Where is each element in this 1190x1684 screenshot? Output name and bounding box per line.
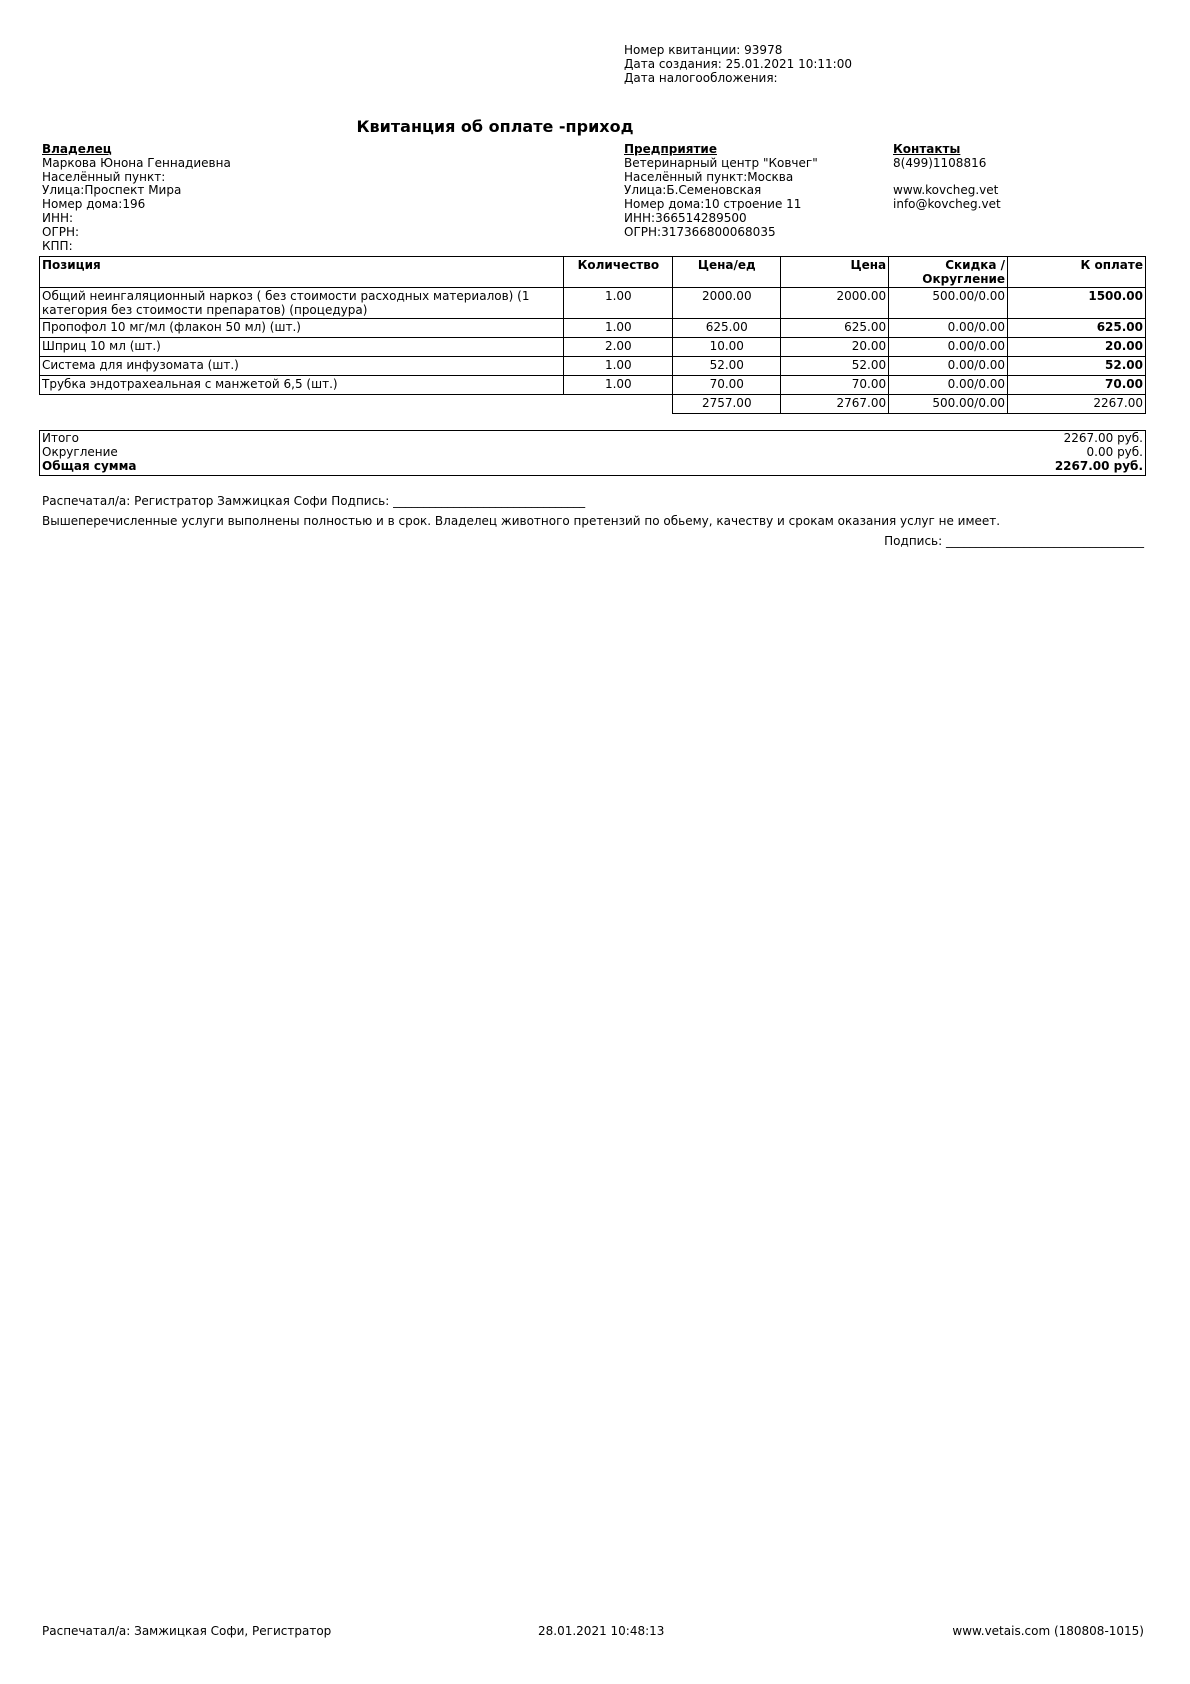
cell-position: Трубка эндотрахеальная с манжетой 6,5 (шт.) bbox=[40, 376, 564, 395]
owner-street: Улица:Проспект Мира bbox=[42, 183, 182, 198]
printed-by-line: Распечатал/а: Регистратор Замжицкая Софи Подпись: ________________________________ bbox=[42, 494, 586, 508]
owner-inn: ИНН: bbox=[42, 210, 74, 225]
table-row bbox=[40, 288, 1146, 319]
owner-heading: Владелец bbox=[42, 142, 112, 156]
cell-unit-price: 625.00 bbox=[673, 319, 781, 338]
cell-to-pay: 625.00 bbox=[1008, 319, 1146, 338]
summary-rounding bbox=[40, 445, 1145, 459]
col-price: Цена bbox=[781, 257, 889, 288]
owner-locality: Населённый пункт: bbox=[42, 169, 166, 184]
owner-name: Маркова Юнона Геннадиевна bbox=[42, 155, 231, 170]
col-quantity: Количество bbox=[564, 257, 673, 288]
company-street: Улица:Б.Семеновская bbox=[624, 183, 762, 198]
cell-to-pay: 52.00 bbox=[1008, 357, 1146, 376]
col-position: Позиция bbox=[40, 257, 564, 288]
owner-ogrn: ОГРН: bbox=[42, 224, 80, 239]
cell-price: 52.00 bbox=[781, 357, 889, 376]
totals-spacer bbox=[40, 395, 673, 414]
cell-to-pay: 1500.00 bbox=[1008, 288, 1146, 319]
summary-grand-value: 2267.00 руб. bbox=[1054, 459, 1143, 473]
tax-date: Дата налогообложения: bbox=[624, 71, 778, 85]
contact-website[interactable]: www.kovcheg.vet bbox=[893, 183, 999, 198]
cell-position: Система для инфузомата (шт.) bbox=[40, 357, 564, 376]
cell-position: Общий неингаляционный наркоз ( без стоимости расходных материалов) (1 категория без стоимости препаратов) (процедура) bbox=[40, 288, 564, 319]
creation-date: Дата создания: 25.01.2021 10:11:00 bbox=[624, 57, 852, 71]
col-discount: Скидка / Округление bbox=[889, 257, 1008, 288]
summary-rounding-label: Округление bbox=[42, 445, 118, 459]
cell-quantity: 1.00 bbox=[564, 357, 673, 376]
col-to-pay: К оплате bbox=[1008, 257, 1146, 288]
cell-price: 70.00 bbox=[781, 376, 889, 395]
table-row bbox=[40, 319, 1146, 338]
footer-site: www.vetais.com (180808-1015) bbox=[952, 1624, 1144, 1638]
company-inn: ИНН:366514289500 bbox=[624, 210, 747, 225]
cell-unit-price: 52.00 bbox=[673, 357, 781, 376]
owner-house: Номер дома:196 bbox=[42, 197, 146, 212]
signature-line: Подпись: _________________________________ bbox=[884, 534, 1144, 548]
company-locality: Населённый пункт:Москва bbox=[624, 169, 794, 184]
total-discount: 500.00/0.00 bbox=[889, 395, 1008, 414]
totals-row bbox=[40, 395, 1146, 414]
cell-discount: 500.00/0.00 bbox=[889, 288, 1008, 319]
cell-discount: 0.00/0.00 bbox=[889, 338, 1008, 357]
receipt-meta bbox=[624, 43, 852, 85]
table-header-row bbox=[40, 257, 1146, 288]
contact-blank bbox=[893, 171, 1001, 185]
cell-unit-price: 2000.00 bbox=[673, 288, 781, 319]
summary-grand-label: Общая сумма bbox=[42, 459, 137, 473]
table-row bbox=[40, 338, 1146, 357]
contacts-heading: Контакты bbox=[893, 142, 961, 156]
items-table bbox=[39, 256, 1146, 414]
total-price: 2767.00 bbox=[781, 395, 889, 414]
cell-discount: 0.00/0.00 bbox=[889, 357, 1008, 376]
col-unit-price: Цена/ед bbox=[673, 257, 781, 288]
cell-discount: 0.00/0.00 bbox=[889, 319, 1008, 338]
services-note: Вышеперечисленные услуги выполнены полностью и в срок. Владелец животного претензий по обьему, качеству и срокам оказания услуг не имеет. bbox=[42, 514, 1001, 528]
cell-to-pay: 70.00 bbox=[1008, 376, 1146, 395]
company-heading: Предприятие bbox=[624, 142, 717, 156]
cell-position: Пропофол 10 мг/мл (флакон 50 мл) (шт.) bbox=[40, 319, 564, 338]
cell-quantity: 2.00 bbox=[564, 338, 673, 357]
owner-kpp: КПП: bbox=[42, 238, 73, 253]
table-row bbox=[40, 376, 1146, 395]
cell-to-pay: 20.00 bbox=[1008, 338, 1146, 357]
cell-discount: 0.00/0.00 bbox=[889, 376, 1008, 395]
contact-email[interactable]: info@kovcheg.vet bbox=[893, 197, 1001, 212]
cell-quantity: 1.00 bbox=[564, 288, 673, 319]
document-title: Квитанция об оплате -приход bbox=[356, 117, 634, 136]
cell-quantity: 1.00 bbox=[564, 319, 673, 338]
contact-phone: 8(499)1108816 bbox=[893, 155, 987, 170]
company-ogrn: ОГРН:317366800068035 bbox=[624, 224, 776, 239]
summary-grand-total bbox=[40, 459, 1145, 473]
summary-total bbox=[40, 431, 1145, 445]
total-to-pay: 2267.00 bbox=[1008, 395, 1146, 414]
total-unit-price: 2757.00 bbox=[673, 395, 781, 414]
receipt-number: Номер квитанции: 93978 bbox=[624, 43, 783, 57]
contacts-block bbox=[893, 143, 1001, 212]
summary-total-label: Итого bbox=[42, 431, 79, 445]
owner-block bbox=[42, 143, 231, 253]
cell-position: Шприц 10 мл (шт.) bbox=[40, 338, 564, 357]
cell-quantity: 1.00 bbox=[564, 376, 673, 395]
footer-printed-by: Распечатал/а: Замжицкая Софи, Регистратор bbox=[42, 1624, 332, 1638]
cell-unit-price: 10.00 bbox=[673, 338, 781, 357]
cell-price: 2000.00 bbox=[781, 288, 889, 319]
cell-price: 625.00 bbox=[781, 319, 889, 338]
summary-total-value: 2267.00 руб. bbox=[1063, 431, 1143, 445]
company-house: Номер дома:10 строение 11 bbox=[624, 197, 802, 212]
cell-price: 20.00 bbox=[781, 338, 889, 357]
cell-unit-price: 70.00 bbox=[673, 376, 781, 395]
company-block bbox=[624, 143, 818, 240]
footer-datetime: 28.01.2021 10:48:13 bbox=[538, 1624, 665, 1638]
summary-box bbox=[39, 430, 1146, 476]
summary-rounding-value: 0.00 руб. bbox=[1086, 445, 1143, 459]
table-row bbox=[40, 357, 1146, 376]
company-name: Ветеринарный центр "Ковчег" bbox=[624, 155, 818, 170]
